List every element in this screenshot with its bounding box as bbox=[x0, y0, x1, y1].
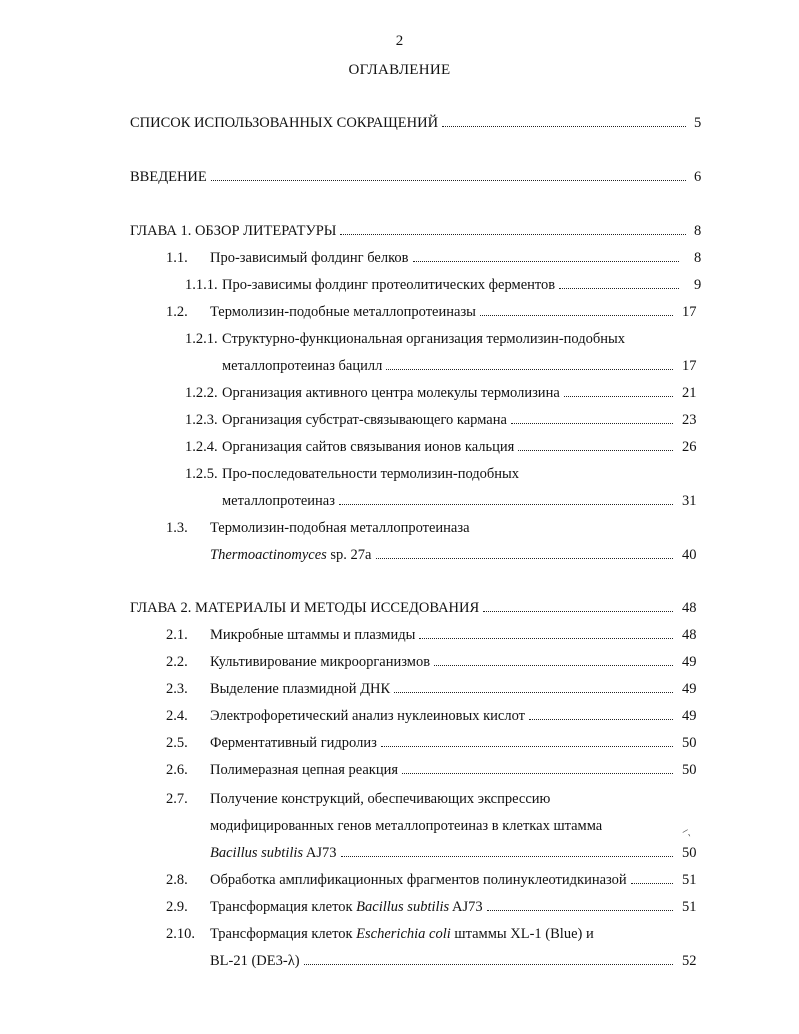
toc-entry-title bbox=[210, 681, 390, 698]
toc-entry-title-text: Про-последовательности термолизин-подобных bbox=[222, 466, 520, 482]
toc-entry[interactable] bbox=[210, 622, 677, 644]
toc-entry-title bbox=[222, 412, 507, 429]
toc-entry-page: 51 bbox=[682, 872, 697, 888]
toc-entry-title-text: Термолизин-подобная металлопротеиназа bbox=[210, 520, 470, 536]
toc-entry-title bbox=[210, 818, 602, 835]
toc-entry[interactable] bbox=[210, 921, 770, 943]
toc-entry-title-text: AJ73 bbox=[449, 899, 483, 915]
toc-entry-title bbox=[210, 654, 430, 671]
toc-entry-page: 49 bbox=[682, 708, 697, 724]
toc-entry-page: 23 bbox=[682, 412, 697, 428]
toc-entry-title-text: Электрофоретический анализ нуклеиновых кислот bbox=[210, 708, 525, 724]
toc-entry-page: 40 bbox=[682, 547, 697, 563]
toc-entry[interactable] bbox=[210, 948, 677, 970]
toc-entry-title bbox=[222, 385, 560, 402]
toc-entry[interactable] bbox=[210, 676, 677, 698]
toc-entry-title-text: металлопротеиназ бацилл bbox=[222, 358, 383, 374]
toc-entry-title bbox=[210, 304, 476, 321]
toc-entry-number: 1.2. bbox=[166, 304, 188, 320]
toc-entry-title-italic: Thermoactinomyces bbox=[210, 547, 327, 563]
toc-entry[interactable] bbox=[210, 757, 677, 779]
toc-entry-number: 1.2.5. bbox=[185, 466, 218, 482]
toc-entry-number: 2.7. bbox=[166, 791, 188, 807]
toc-entry[interactable] bbox=[210, 299, 677, 321]
toc-entry-number: 1.2.2. bbox=[185, 385, 218, 401]
toc-leader-dots bbox=[413, 260, 680, 262]
toc-leader-dots bbox=[340, 233, 686, 235]
toc-entry[interactable] bbox=[210, 542, 677, 564]
toc-entry[interactable] bbox=[210, 245, 683, 267]
toc-entry-title bbox=[210, 735, 377, 752]
toc-entry-number: 2.5. bbox=[166, 735, 188, 751]
toc-entry-number: 1.2.4. bbox=[185, 439, 218, 455]
toc-entry[interactable] bbox=[130, 595, 677, 617]
toc-entry[interactable] bbox=[210, 840, 677, 862]
toc-entry-title-text: AJ73 bbox=[303, 845, 337, 861]
toc-entry-title bbox=[210, 872, 627, 889]
toc-entry[interactable] bbox=[130, 218, 690, 240]
toc-entry-page: 48 bbox=[682, 600, 697, 616]
toc-entry-number: 2.4. bbox=[166, 708, 188, 724]
toc-leader-dots bbox=[402, 772, 673, 774]
toc-entry-number: 2.9. bbox=[166, 899, 188, 915]
toc-entry-title-text: Полимеразная цепная реакция bbox=[210, 762, 399, 778]
toc-entry-title-text: Структурно-функциональная организация термолизин-подобных bbox=[222, 331, 625, 347]
toc-entry-title-text: ГЛАВА 1. ОБЗОР ЛИТЕРАТУРЫ bbox=[130, 223, 337, 239]
toc-entry[interactable] bbox=[222, 488, 677, 510]
toc-leader-dots bbox=[211, 179, 686, 181]
toc-entry-title-text: металлопротеиназ bbox=[222, 493, 335, 509]
toc-entry-title-italic: Bacillus subtilis bbox=[210, 845, 304, 861]
toc-leader-dots bbox=[304, 963, 673, 965]
toc-entry[interactable] bbox=[210, 649, 677, 671]
toc-entry-number: 1.3. bbox=[166, 520, 188, 536]
toc-entry-page: 51 bbox=[682, 899, 697, 915]
page-number: 2 bbox=[395, 33, 404, 49]
toc-entry-page: 49 bbox=[682, 654, 697, 670]
toc-entry[interactable] bbox=[222, 380, 677, 402]
toc-entry-title-text: Получение конструкций, обеспечивающих экспрессию bbox=[210, 791, 551, 807]
toc-entry-page: 49 bbox=[682, 681, 697, 697]
toc-entry-title-text: Культивирование микроорганизмов bbox=[210, 654, 431, 670]
toc-entry-number: 2.6. bbox=[166, 762, 188, 778]
toc-entry-title-text: sp. 27a bbox=[326, 547, 372, 563]
toc-entry-page: 50 bbox=[682, 735, 697, 751]
toc-entry-title bbox=[210, 953, 300, 970]
toc-entry[interactable] bbox=[222, 434, 677, 456]
toc-entry-title-text: Обработка амплификационных фрагментов полинуклеотидкиназой bbox=[210, 872, 627, 888]
toc-entry-title-text: модифицированных генов металлопротеиназ в клетках штамма bbox=[210, 818, 603, 834]
toc-leader-dots bbox=[339, 503, 673, 505]
toc-entry-title bbox=[210, 520, 470, 537]
toc-entry-title-italic: Escherichia coli bbox=[356, 926, 451, 942]
toc-entry-title bbox=[130, 169, 207, 186]
toc-entry-title bbox=[210, 762, 398, 779]
toc-entry-page: 21 bbox=[682, 385, 697, 401]
toc-entry-number: 2.3. bbox=[166, 681, 188, 697]
toc-entry-title bbox=[210, 627, 415, 644]
toc-entry-title-prefix: Трансформация клеток bbox=[210, 899, 357, 915]
toc-entry-title-text: BL-21 (DE3-λ) bbox=[210, 953, 300, 969]
toc-leader-dots bbox=[376, 557, 674, 559]
toc-entry-title bbox=[222, 493, 335, 510]
toc-entry-title bbox=[222, 331, 625, 348]
toc-entry-page: 8 bbox=[694, 250, 702, 266]
toc-entry-title bbox=[130, 115, 438, 132]
toc-entry[interactable] bbox=[210, 515, 770, 537]
toc-entry-title-text: Про-зависимы фолдинг протеолитических ферментов bbox=[222, 277, 556, 293]
toc-leader-dots bbox=[529, 718, 673, 720]
toc-leader-dots bbox=[511, 422, 673, 424]
toc-entry-title bbox=[130, 223, 336, 240]
toc-leader-dots bbox=[341, 855, 674, 857]
toc-entry-number: 1.2.3. bbox=[185, 412, 218, 428]
toc-leader-dots bbox=[386, 368, 673, 370]
toc-entry-title bbox=[210, 250, 409, 267]
toc-leader-dots bbox=[559, 287, 679, 289]
toc-entry-title-text: Выделение плазмидной ДНК bbox=[210, 681, 391, 697]
toc-leader-dots bbox=[631, 882, 673, 884]
toc-entry-title bbox=[210, 547, 372, 564]
toc-entry-page: 8 bbox=[694, 223, 702, 239]
toc-leader-dots bbox=[483, 610, 673, 612]
toc-entry-title-text: ВВЕДЕНИЕ bbox=[130, 169, 207, 185]
toc-leader-dots bbox=[480, 314, 673, 316]
toc-entry[interactable] bbox=[222, 326, 782, 348]
toc-entry-title-text: штаммы XL-1 (Blue) и bbox=[450, 926, 594, 942]
toc-entry-title-text: Организация субстрат-связывающего кармана bbox=[222, 412, 507, 428]
toc-entry-title-text: СПИСОК ИСПОЛЬЗОВАННЫХ СОКРАЩЕНИЙ bbox=[130, 115, 439, 131]
toc-entry-number: 1.2.1. bbox=[185, 331, 218, 347]
toc-leader-dots bbox=[564, 395, 673, 397]
toc-entry-title-text: Ферментативный гидролиз bbox=[210, 735, 377, 751]
toc-entry-page: 9 bbox=[694, 277, 702, 293]
toc-leader-dots bbox=[394, 691, 673, 693]
toc-entry-number: 2.2. bbox=[166, 654, 188, 670]
pen-mark: ⸝ˎ bbox=[681, 820, 695, 838]
toc-leader-dots bbox=[419, 637, 673, 639]
toc-entry[interactable] bbox=[130, 164, 690, 186]
toc-entry[interactable] bbox=[210, 894, 677, 916]
toc-leader-dots bbox=[381, 745, 673, 747]
toc-entry-title bbox=[210, 708, 525, 725]
toc-entry-title bbox=[210, 845, 337, 862]
toc-entry[interactable] bbox=[210, 703, 677, 725]
toc-entry[interactable] bbox=[222, 272, 683, 294]
page-title: ОГЛАВЛЕНИЕ bbox=[348, 62, 451, 78]
toc-entry-title bbox=[210, 791, 550, 808]
toc-entry-title-prefix: Трансформация клеток bbox=[210, 926, 357, 942]
toc-entry-page: 48 bbox=[682, 627, 697, 643]
toc-entry[interactable] bbox=[222, 461, 782, 483]
toc-entry-title bbox=[210, 899, 483, 916]
toc-entry-page: 17 bbox=[682, 358, 697, 374]
toc-entry-title-text: Про-зависимый фолдинг белков bbox=[210, 250, 409, 266]
toc-entry-title bbox=[130, 600, 479, 617]
toc-entry-page: 50 bbox=[682, 845, 697, 861]
toc-leader-dots bbox=[518, 449, 673, 451]
toc-entry-number: 2.8. bbox=[166, 872, 188, 888]
toc-entry-title-italic: Bacillus subtilis bbox=[356, 899, 450, 915]
toc-entry-title-text: Микробные штаммы и плазмиды bbox=[210, 627, 416, 643]
toc-leader-dots bbox=[442, 125, 686, 127]
toc-entry-page: 26 bbox=[682, 439, 697, 455]
toc-entry-title bbox=[222, 358, 382, 375]
toc-entry-title bbox=[222, 466, 519, 483]
toc-entry-title-text: Термолизин-подобные металлопротеиназы bbox=[210, 304, 476, 320]
toc-entry-title-text: ГЛАВА 2. МАТЕРИАЛЫ И МЕТОДЫ ИССЕДОВАНИЯ bbox=[130, 600, 480, 616]
toc-entry[interactable] bbox=[222, 353, 677, 375]
toc-entry-page: 17 bbox=[682, 304, 697, 320]
toc-entry-title bbox=[222, 277, 555, 294]
toc-entry-title-text: Организация активного центра молекулы термолизина bbox=[222, 385, 560, 401]
toc-entry[interactable] bbox=[210, 786, 770, 808]
toc-entry-number: 2.1. bbox=[166, 627, 188, 643]
toc-entry[interactable] bbox=[130, 110, 690, 132]
toc-entry[interactable] bbox=[222, 407, 677, 429]
toc-entry-page: 31 bbox=[682, 493, 697, 509]
toc-entry-page: 5 bbox=[694, 115, 702, 131]
toc-leader-dots bbox=[434, 664, 673, 666]
toc-entry-number: 2.10. bbox=[166, 926, 195, 942]
toc-entry[interactable] bbox=[210, 867, 677, 889]
toc-entry-number: 1.1.1. bbox=[185, 277, 218, 293]
toc-entry[interactable] bbox=[210, 730, 677, 752]
toc-entry-title bbox=[210, 926, 594, 943]
toc-entry-number: 1.1. bbox=[166, 250, 188, 266]
toc-leader-dots bbox=[487, 909, 673, 911]
toc-entry-page: 50 bbox=[682, 762, 697, 778]
toc-entry-title-text: Организация сайтов связывания ионов кальция bbox=[222, 439, 515, 455]
toc-entry-page: 52 bbox=[682, 953, 697, 969]
toc-entry-title bbox=[222, 439, 514, 456]
toc-entry-page: 6 bbox=[694, 169, 702, 185]
